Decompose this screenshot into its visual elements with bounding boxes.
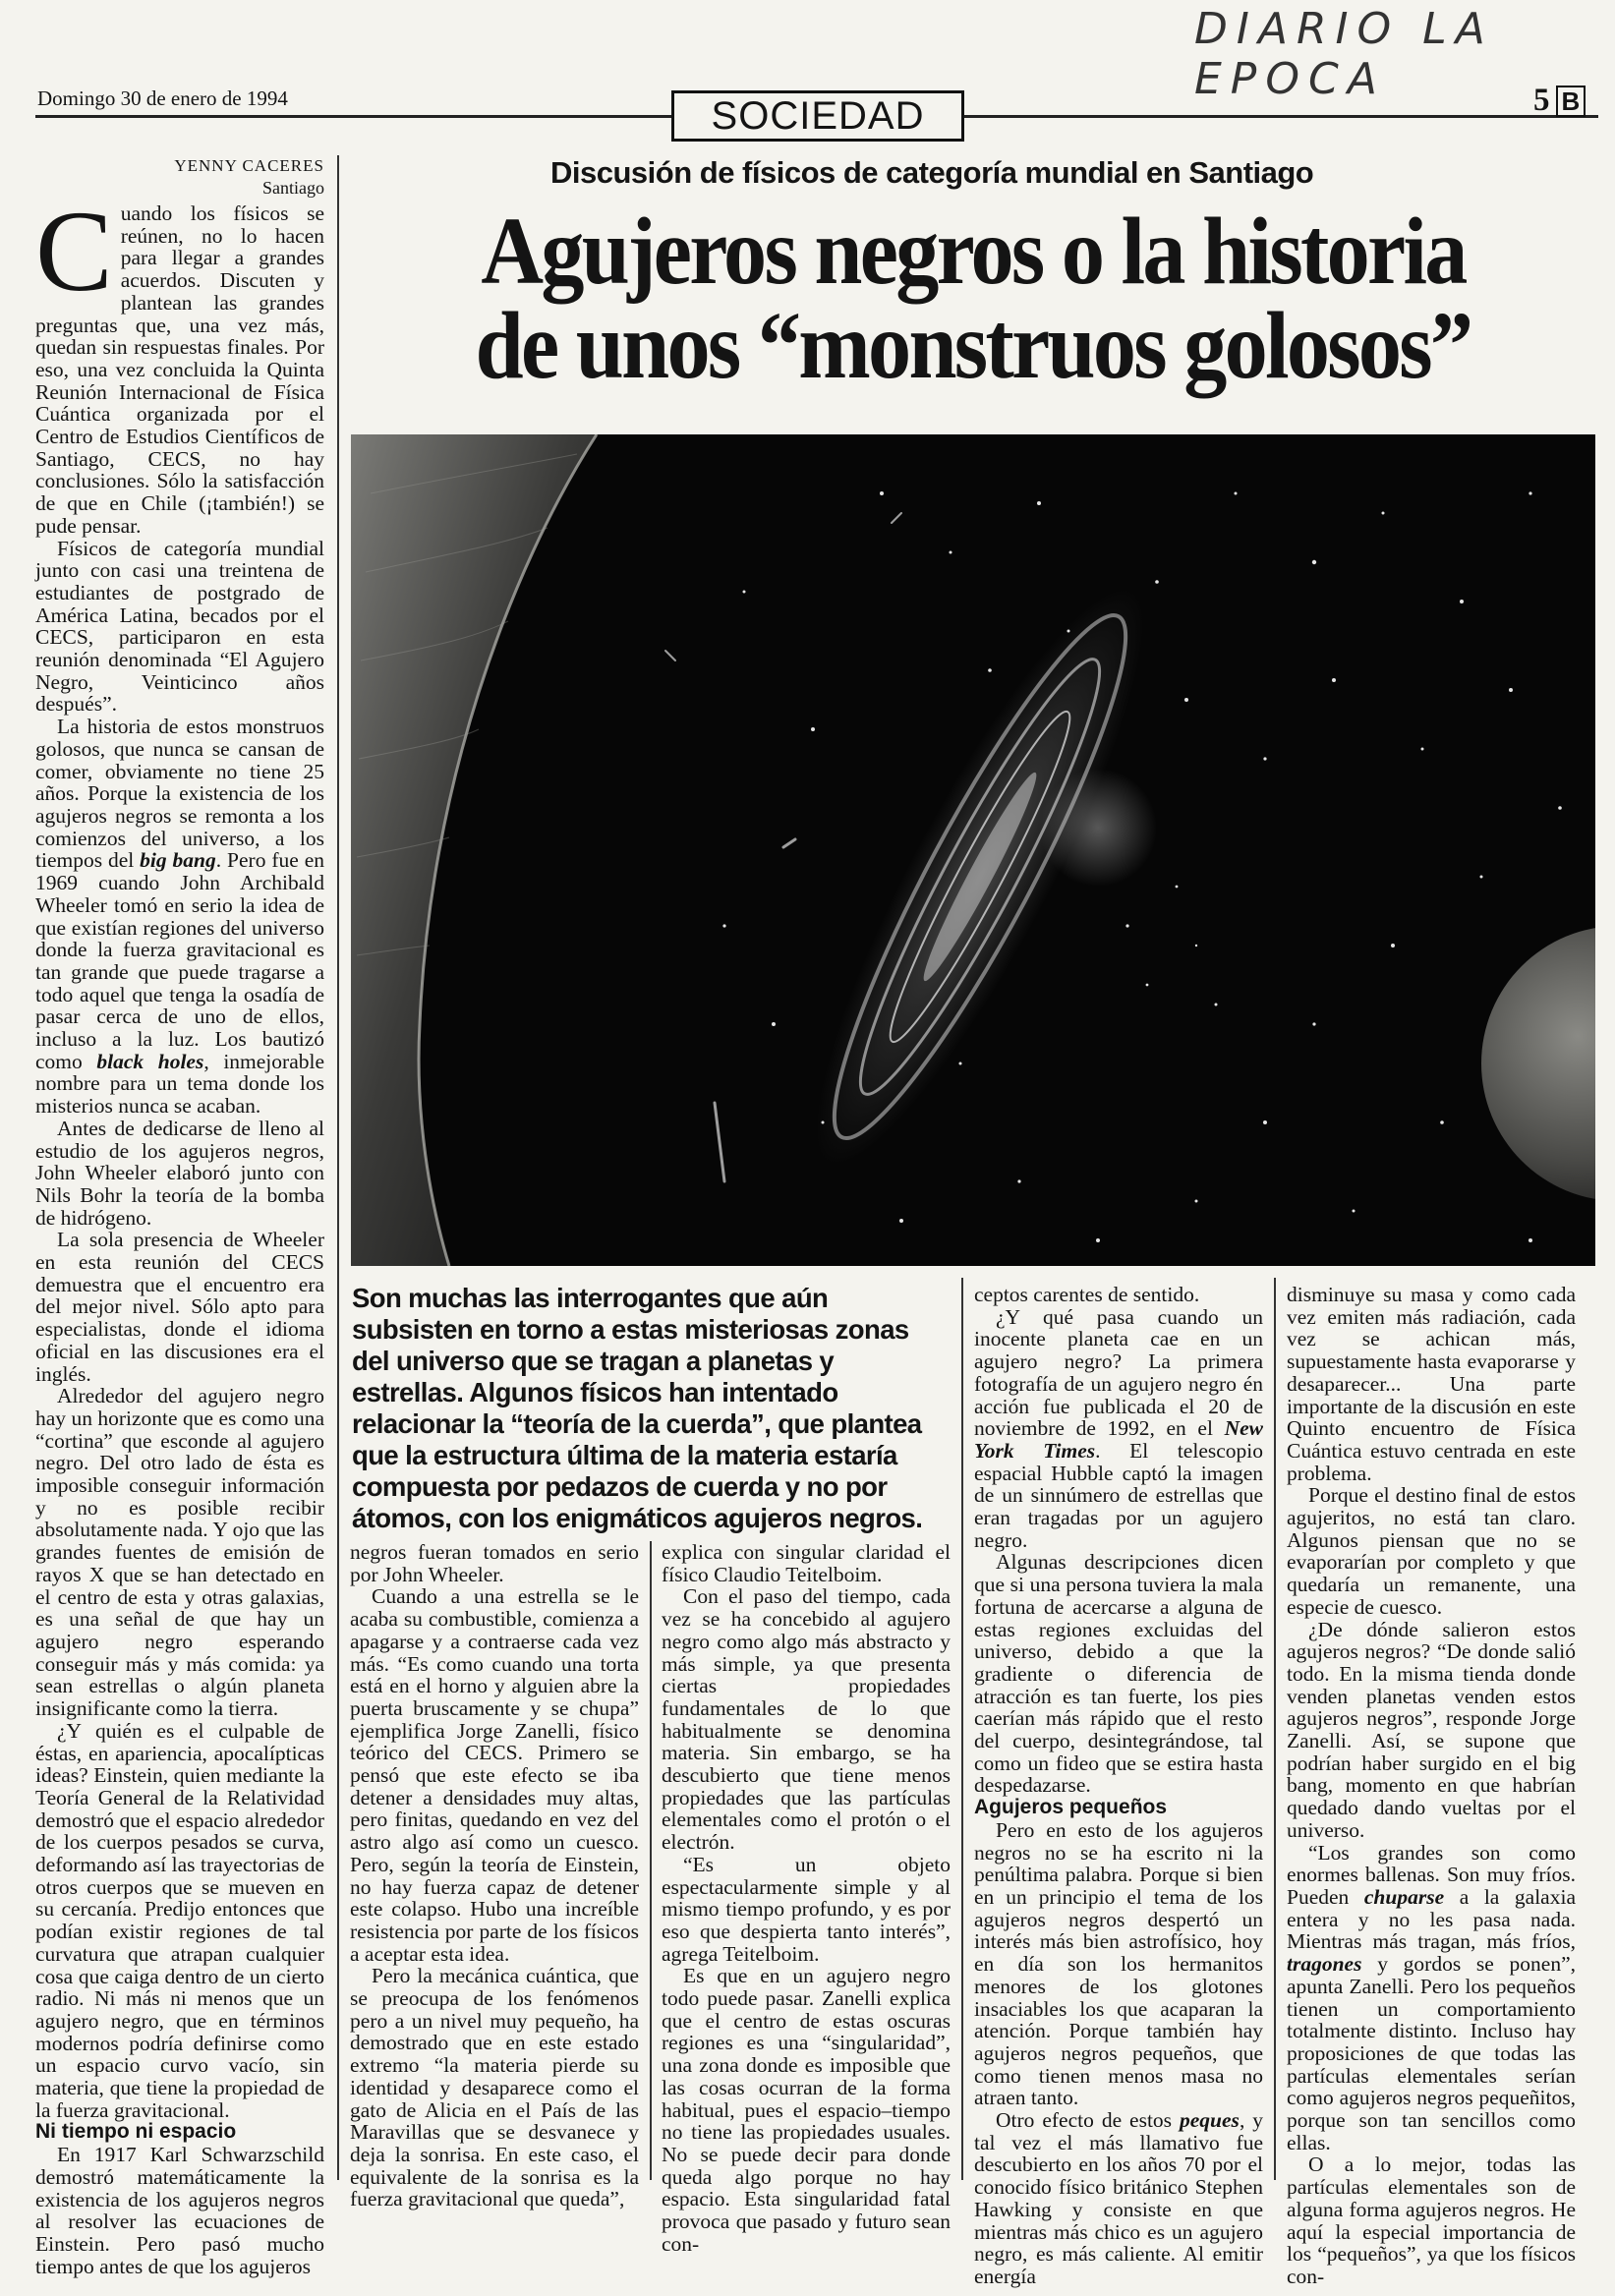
paragraph: Alrededor del agujero negro hay un horizonte que es como una “cortina” que esconde al agujero negro. Del otro lado de ésta es imposible conseguir información y no es posible recibir absolutamente nada. Y ojo que las grandes fuentes de emisión de rayos X que se han detectado en el centro de esta y otras galaxias, es una señal de que hay un agujero negro esperando conseguir más y más comida: ya sean estrellas o algún planeta insignificante como la tierra. [35,1384,324,1721]
headline-line-2: de unos “monstruos golosos” [475,293,1471,399]
column-3 [662,1541,951,2256]
subheading: Agujeros pequeños [974,1796,1168,1819]
paragraph: Con el paso del tiempo, cada vez se ha concebido al agujero negro como algo más abstracto y más simple, ya que presenta ciertas propiedades fundamentales de lo que habitualmente se denomina materia. Sin embargo, se ha descubierto que tiene menos propiedades que las partículas elementales como el protón o el electrón. [662,1584,951,1855]
kicker: Discusión de físicos de categoría mundial en Santiago [550,155,1314,190]
location: Santiago [262,178,324,198]
column-rule [961,1278,963,2180]
paragraph: O a lo mejor, todas las partículas elementales son de alguna forma agujeros negros. He aquí la especial importancia de los “pequeños”, ya que los físicos con- [1287,2152,1576,2288]
emphasis: New York Times [974,1416,1263,1463]
paragraph-text: a la galaxia entera y no les pasa nada. Mientras más tragan, más fríos, [1287,1884,1576,1954]
paragraph: En 1917 Karl Schwarzschild demostró matemáticamente la existencia de los agujeros negros al resolver las ecuaciones de Einstein. Pero pasó mucho tiempo antes de que los agujeros [35,2143,324,2278]
paragraph-text: , y tal vez el más llamativo fue descubierto en los años 70 por el conocido físico británico Stephen Hawking y consiste en que mientras más chico es un agujero negro, es más caliente. Al emitir energía [974,2108,1264,2288]
emphasis: chuparse [1363,1884,1445,1909]
paragraph: ¿De dónde salieron estos agujeros negros? “De donde salió todo. En la misma tienda donde venden planetas venden estos agujeros negros”, responde Jorge Zanelli. Así, se supone que podrían haber surgido en el big bang, momento en que habrían quedado dando vueltas por el universo. [1287,1617,1576,1842]
paragraph: Pero en esto de los agujeros negros no se ha escrito ni la penúltima palabra. Porque si bien en un principio el tema de los agujeros negros despertó un interés más bien astrofísico, hoy en día son los hermanitos menores de los glotones insaciables los que acaparan la atención. Porque también hay agujeros negros pequeños, que como tienen menos masa no atraen tanto. [974,1817,1263,2110]
paragraph-text: uando los físicos se reúnen, no lo hacen para llegar a grandes acuerdos. Discuten y plantean las grandes preguntas que, una vez más, quedan sin respuestas finales. Por eso, una vez concluida la Quinta Reunión Internacional de Física Cuántica organizada por el Centro de Estudios Científicos de Santiago, CECS, no hay conclusiones. Sólo la satisfacción de que en Chile (¡también!) se pude pensar. [35,201,324,538]
paragraph: ¿Y quién es el culpable de éstas, en apariencia, apocalípticas ideas? Einstein, quien mediante la Teoría General de la Relatividad demostró que el espacio alrededor de los cuerpos pesados se curva, deformando así las trayectorias de otros cuerpos que se mueven en su cercanía. Predijo entonces que podían existir regiones de tal curvatura que atrapan cualquier cosa que caiga dentro de un cierto radio. Ni más ni menos que un agujero negro, que en términos modernos podría definirse como un espacio curvo vacío, sin materia, que tiene la propiedad de la fuerza gravitacional. [35,1718,324,2122]
paragraph: Algunas descripciones dicen que si una persona tuviera la mala fortuna de acercarse a alguna de estas regiones excluidas del universo, debido a que la gradiente o diferencia de atracción es tan fuerte, los pies caerían más rápido que el resto del cuerpo, desintegrándose, tal como un fideo que se estira hasta despedazarse. [974,1550,1263,1798]
column-2 [350,1541,639,2210]
column-rule [337,155,339,2180]
paragraph-text: . El telescopio espacial Hubble captó la imagen de un sinnúmero de estrellas que eran tragadas por un agujero negro. [974,1438,1263,1552]
lead-deck: Son muchas las interrogantes que aún subsisten en torno a estas misteriosas zonas del universo que se tragan a planetas y estrellas. Algunos físicos han intentado relacionar la “teoría de la cuerda”, que plantea que la estructura última de la materia estaría compuesta por pedazos de cuerda y no por átomos, con los enigmáticos agujeros negros. [352,1283,923,1533]
paragraph [974,2109,1263,2288]
paragraph: Es que en un agujero negro todo puede pasar. Zanelli explica que el centro de estas oscuras regiones es una “singularidad”, una zona donde es imposible que las cosas ocurran de la forma habitual, pues el espacio–tiempo no tiene las propiedades usuales. No se puede decir para donde queda algo porque no hay espacio. Esta singularidad fatal provoca que pasado y futuro sean con- [662,1964,951,2256]
paragraph: Físicos de categoría mundial junto con casi una treintena de estudiantes de postgrado de América Latina, becados por el CECS, participaron en esta reunión denominada “El Agujero Negro, Veinticinco años después”. [35,536,324,717]
paragraph-text: y gordos se ponen”, apunta Zanelli. Pero los pequeños tienen un comportamiento totalmente distinto. Incluso hay proposiciones de que todas las partículas elementales serían como agujeros negros pequeñitos, porque son tan sencillos como ellas. [1287,1952,1576,2154]
dateline: Domingo 30 de enero de 1994 [37,86,288,110]
paragraph: Antes de dedicarse de lleno al estudio de los agujeros negros, John Wheeler elaboró junto con Nils Bohr la teoría de la bomba de hidrógeno. [35,1116,324,1230]
paragraph: “Es un objeto espectacularmente simple y al mismo tiempo profundo, y es por eso que despierta tanto interés”, agrega Teitelboim. [662,1852,951,1966]
emphasis: peques [1180,2108,1240,2133]
paragraph: Pero la mecánica cuántica, que se preocupa de los fenómenos pero a un nivel muy pequeño, ha demostrado que en este estado extremo “la materia pierde su identidad y desaparece como el gato de Alicia en el País de las Maravillas que se desvanece y deja la sonrisa. En este caso, el equivalente de la sonrisa es la fuerza gravitacional que queda”, [350,1964,639,2211]
paragraph: explica con singular claridad el físico Claudio Teitelboim. [662,1540,951,1586]
paragraph-text: “Los grandes son como enormes ballenas. Son muy fríos. Pueden [1287,1840,1576,1909]
section-label: SOCIEDAD [671,90,964,142]
paragraph: La sola presencia de Wheeler en esta reunión del CECS demuestra que el encuentro era del mejor nivel. Sólo apto para especialistas, donde el idioma oficial en las discusiones era el inglés. [35,1228,324,1386]
paragraph: negros fueran tomados en serio por John Wheeler. [350,1540,639,1586]
author-name: YENNY CACERES [174,156,324,175]
paragraph-text: La historia de estos monstruos golosos, que nunca se cansan de comer, obviamente no tiene 25 años. Porque la existencia de los agujeros negros se remonta a los comienzos del universo, a los tiempos del [35,715,324,873]
paragraph: disminuye su masa y como cada vez emiten más radiación, cada vez se achican más, supuestamente hasta evaporarse y desaparecer... Una parte importante de la discusión en este Quinto encuentro de Física Cuántica estuvo centrada en este problema. [1287,1283,1576,1485]
subheading: Ni tiempo ni espacio [35,2120,237,2144]
column-5 [1287,1284,1576,2288]
column-4 [974,1284,1263,2288]
column-1 [35,187,324,2278]
headline [425,199,1522,399]
space-illustration [351,434,1595,1266]
paragraph: Cuando a una estrella se le acaba su combustible, comienza a apagarse y a contraerse cada vez más. “Es como cuando una torta está en el horno y alguien abre la puerta bruscamente y se chupa” ejemplifica Jorge Zanelli, físico teórico del CECS. Primero se pensó que este efecto se iba detener a densidades muy altas, pero finitas, quedando en vez del astro algo así como un cuesco. Pero, según la teoría de Einstein, no hay fuerza capaz de detener este colapso. Hubo una increíble resistencia por parte de los físicos a aceptar esta idea. [350,1584,639,1966]
paragraph [35,187,324,538]
emphasis: black holes [96,1049,204,1073]
page-number-value: 5 [1533,83,1550,118]
paragraph-text: . Pero fue en 1969 cuando John Archibald Wheeler tomó en serio la idea de que existían regiones del universo donde la fuerza gravitacional es tan grande que puede tragarse a todo aquel que tenga la osadía de pasar cerca de uno de ellos, incluso a la luz. Los bautizó como [35,848,324,1073]
emphasis: tragones [1287,1952,1362,1977]
paragraph-text: Otro efecto de estos [996,2108,1181,2133]
paragraph [35,716,324,1118]
paragraph: Porque el destino final de estos agujeritos, no está tan claro. Algunos piensan que no se evaporarían por completo y que quedaría un remanente, una especie de cuesco. [1287,1483,1576,1619]
handwritten-note: DIARIO LA EPOCA [1194,4,1494,104]
page-section-mark: B [1556,86,1586,117]
column-rule [650,1541,652,2180]
drop-cap: C [35,187,113,316]
paragraph-text: , inmejorable nombre para un tema donde los misterios nunca se acaban. [35,1049,324,1119]
paragraph [974,1306,1263,1552]
page-number [1533,83,1586,119]
emphasis: big bang [140,848,216,873]
paragraph [1287,1842,1576,2154]
black-hole-photo [351,434,1595,1266]
paragraph-text: ¿Y qué pasa cuando un inocente planeta cae en un agujero negro? La primera fotografía de un agujero negro én acción fue publicada el 20 de noviembre de 1992, en el [974,1304,1263,1441]
headline-line-1: Agujeros negros o la historia [481,199,1466,305]
column-rule [1274,1278,1276,2180]
paragraph: ceptos carentes de sentido. [974,1283,1200,1306]
